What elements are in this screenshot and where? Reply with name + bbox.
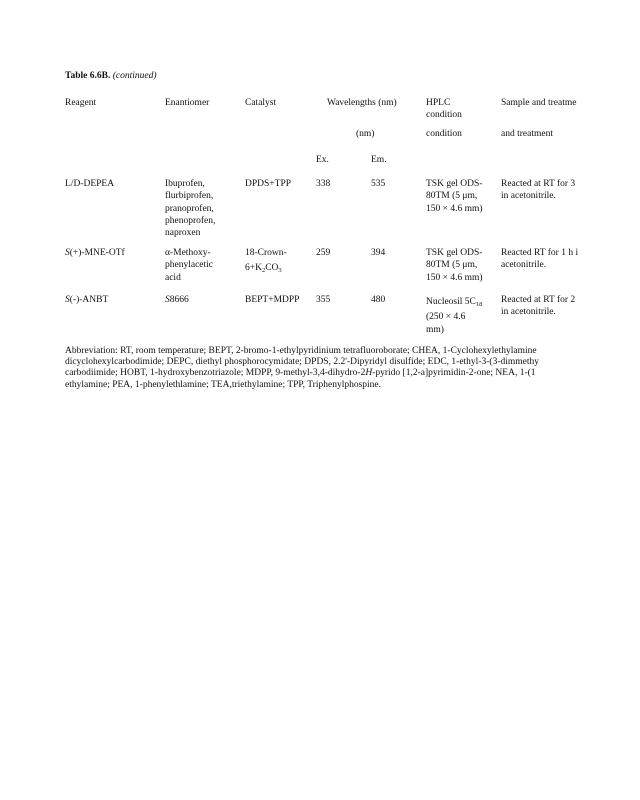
- row2-catalyst-line2: [245, 262, 287, 274]
- table-continued-note: (continued): [112, 71, 157, 81]
- row3-hplc: [426, 296, 482, 336]
- row3-hplc-rest: (250 × 4.6 mm): [426, 312, 466, 335]
- abbreviation-footnote: [65, 346, 640, 391]
- row2-sample: Reacted RT for 1 h i acetonitrile.: [501, 248, 579, 271]
- abbreviation-line3-italic: H: [365, 368, 373, 379]
- row2-em: 394: [371, 248, 386, 258]
- abbreviation-line1: Abbreviation: RT, room temperature; BEPT, 2-bromo-1-ethylpyridinium tetrafluoroborate; CHEA, 1-Cyclohexylethylamine: [65, 346, 537, 356]
- row1-catalyst: DPDS+TPP: [245, 179, 292, 189]
- header-em: Em.: [371, 155, 387, 165]
- abbreviation-line3: [65, 368, 640, 379]
- row3-em: 480: [371, 295, 386, 305]
- abbreviation-line4: ethylamine; PEA, 1-phenylethlamine; TEA,triethylamine; TPP, Triphenylphospine.: [65, 379, 382, 390]
- row3-reagent: [65, 294, 108, 306]
- row2-reagent-name: (+)-MNE-OTf: [69, 248, 125, 258]
- header-reagent: Reagent: [65, 98, 97, 108]
- row2-hplc: TSK gel ODS- 80TM (5 μm, 150 × 4.6 mm): [426, 248, 483, 283]
- header-wavelengths: Wavelengths (nm): [327, 98, 397, 108]
- row2-reagent-prefix: S: [65, 248, 70, 258]
- header-enantiomer: Enantiomer: [165, 98, 210, 108]
- abbreviation-line3-a: carbodiimide; HOBT, 1-hydroxybenzotriazole; MDPP, 9-methyl-3,4-dihydro-2: [65, 368, 366, 379]
- row3-reagent-prefix: S: [65, 295, 70, 305]
- header-and-treatment: and treatment: [501, 129, 553, 139]
- row2-catalyst-sub-a: 2: [261, 267, 266, 275]
- row3-hplc-column: Nucleosil 5C: [426, 297, 476, 307]
- row1-reagent: L/D-DEPEA: [65, 179, 115, 189]
- row3-catalyst: BEPT+MDPP: [245, 295, 300, 305]
- table-title: [65, 71, 157, 81]
- row3-reagent-name: (-)-ANBT: [69, 295, 109, 305]
- row3-enantiomer-name: 8666: [169, 295, 189, 305]
- row3-enantiomer-prefix: S: [165, 295, 170, 305]
- row3-hplc-line1: [426, 296, 482, 308]
- header-ex: Ex.: [316, 155, 329, 165]
- row1-ex: 338: [316, 179, 331, 189]
- header-condition: condition: [426, 129, 462, 139]
- header-sample-treatment: Sample and treatme: [501, 98, 577, 108]
- header-catalyst: Catalyst: [245, 98, 277, 108]
- row2-enantiomer: α-Methoxy- phenylacetic acid: [165, 248, 214, 283]
- row3-ex: 355: [316, 295, 331, 305]
- header-hplc-condition: HPLC condition: [426, 98, 462, 121]
- row2-catalyst-formula-b: CO: [265, 263, 279, 274]
- row1-em: 535: [371, 179, 386, 189]
- row1-sample: Reacted at RT for 3 in acetonitrile.: [501, 179, 576, 202]
- row1-hplc: TSK gel ODS- 80TM (5 μm, 150 × 4.6 mm): [426, 179, 483, 214]
- row2-catalyst-formula-a: 6+K: [245, 263, 262, 274]
- row1-enantiomer: Ibuprofen, flurbiprofen, pranoprofen, phenoprofen, naproxen: [165, 179, 216, 239]
- row2-catalyst-line1: 18-Crown-: [245, 248, 287, 258]
- row3-hplc-sub: 18: [475, 301, 483, 308]
- row2-catalyst-sub-b: 3: [278, 267, 282, 275]
- row2-reagent: [65, 247, 125, 259]
- row3-enantiomer: [165, 294, 189, 306]
- row2-catalyst: [245, 247, 287, 275]
- abbreviation-line3-b: -pyrido [1,2-a]pyrimidin-2-one; NEA, 1-(1: [372, 368, 536, 379]
- table-label: Table 6.6B.: [65, 71, 111, 81]
- abbreviation-line2: dicyclohexylcarbodimide; DEPC, diethyl phosphorocymidate; DPDS, 2.2'-Dipyridyl disulfide; EDC, 1-ethyl-3-(3-dimmethy: [65, 357, 540, 368]
- row2-ex: 259: [316, 248, 331, 258]
- row3-sample: Reacted at RT for 2 in acetonitrile.: [501, 295, 576, 318]
- header-nm: (nm): [356, 129, 375, 139]
